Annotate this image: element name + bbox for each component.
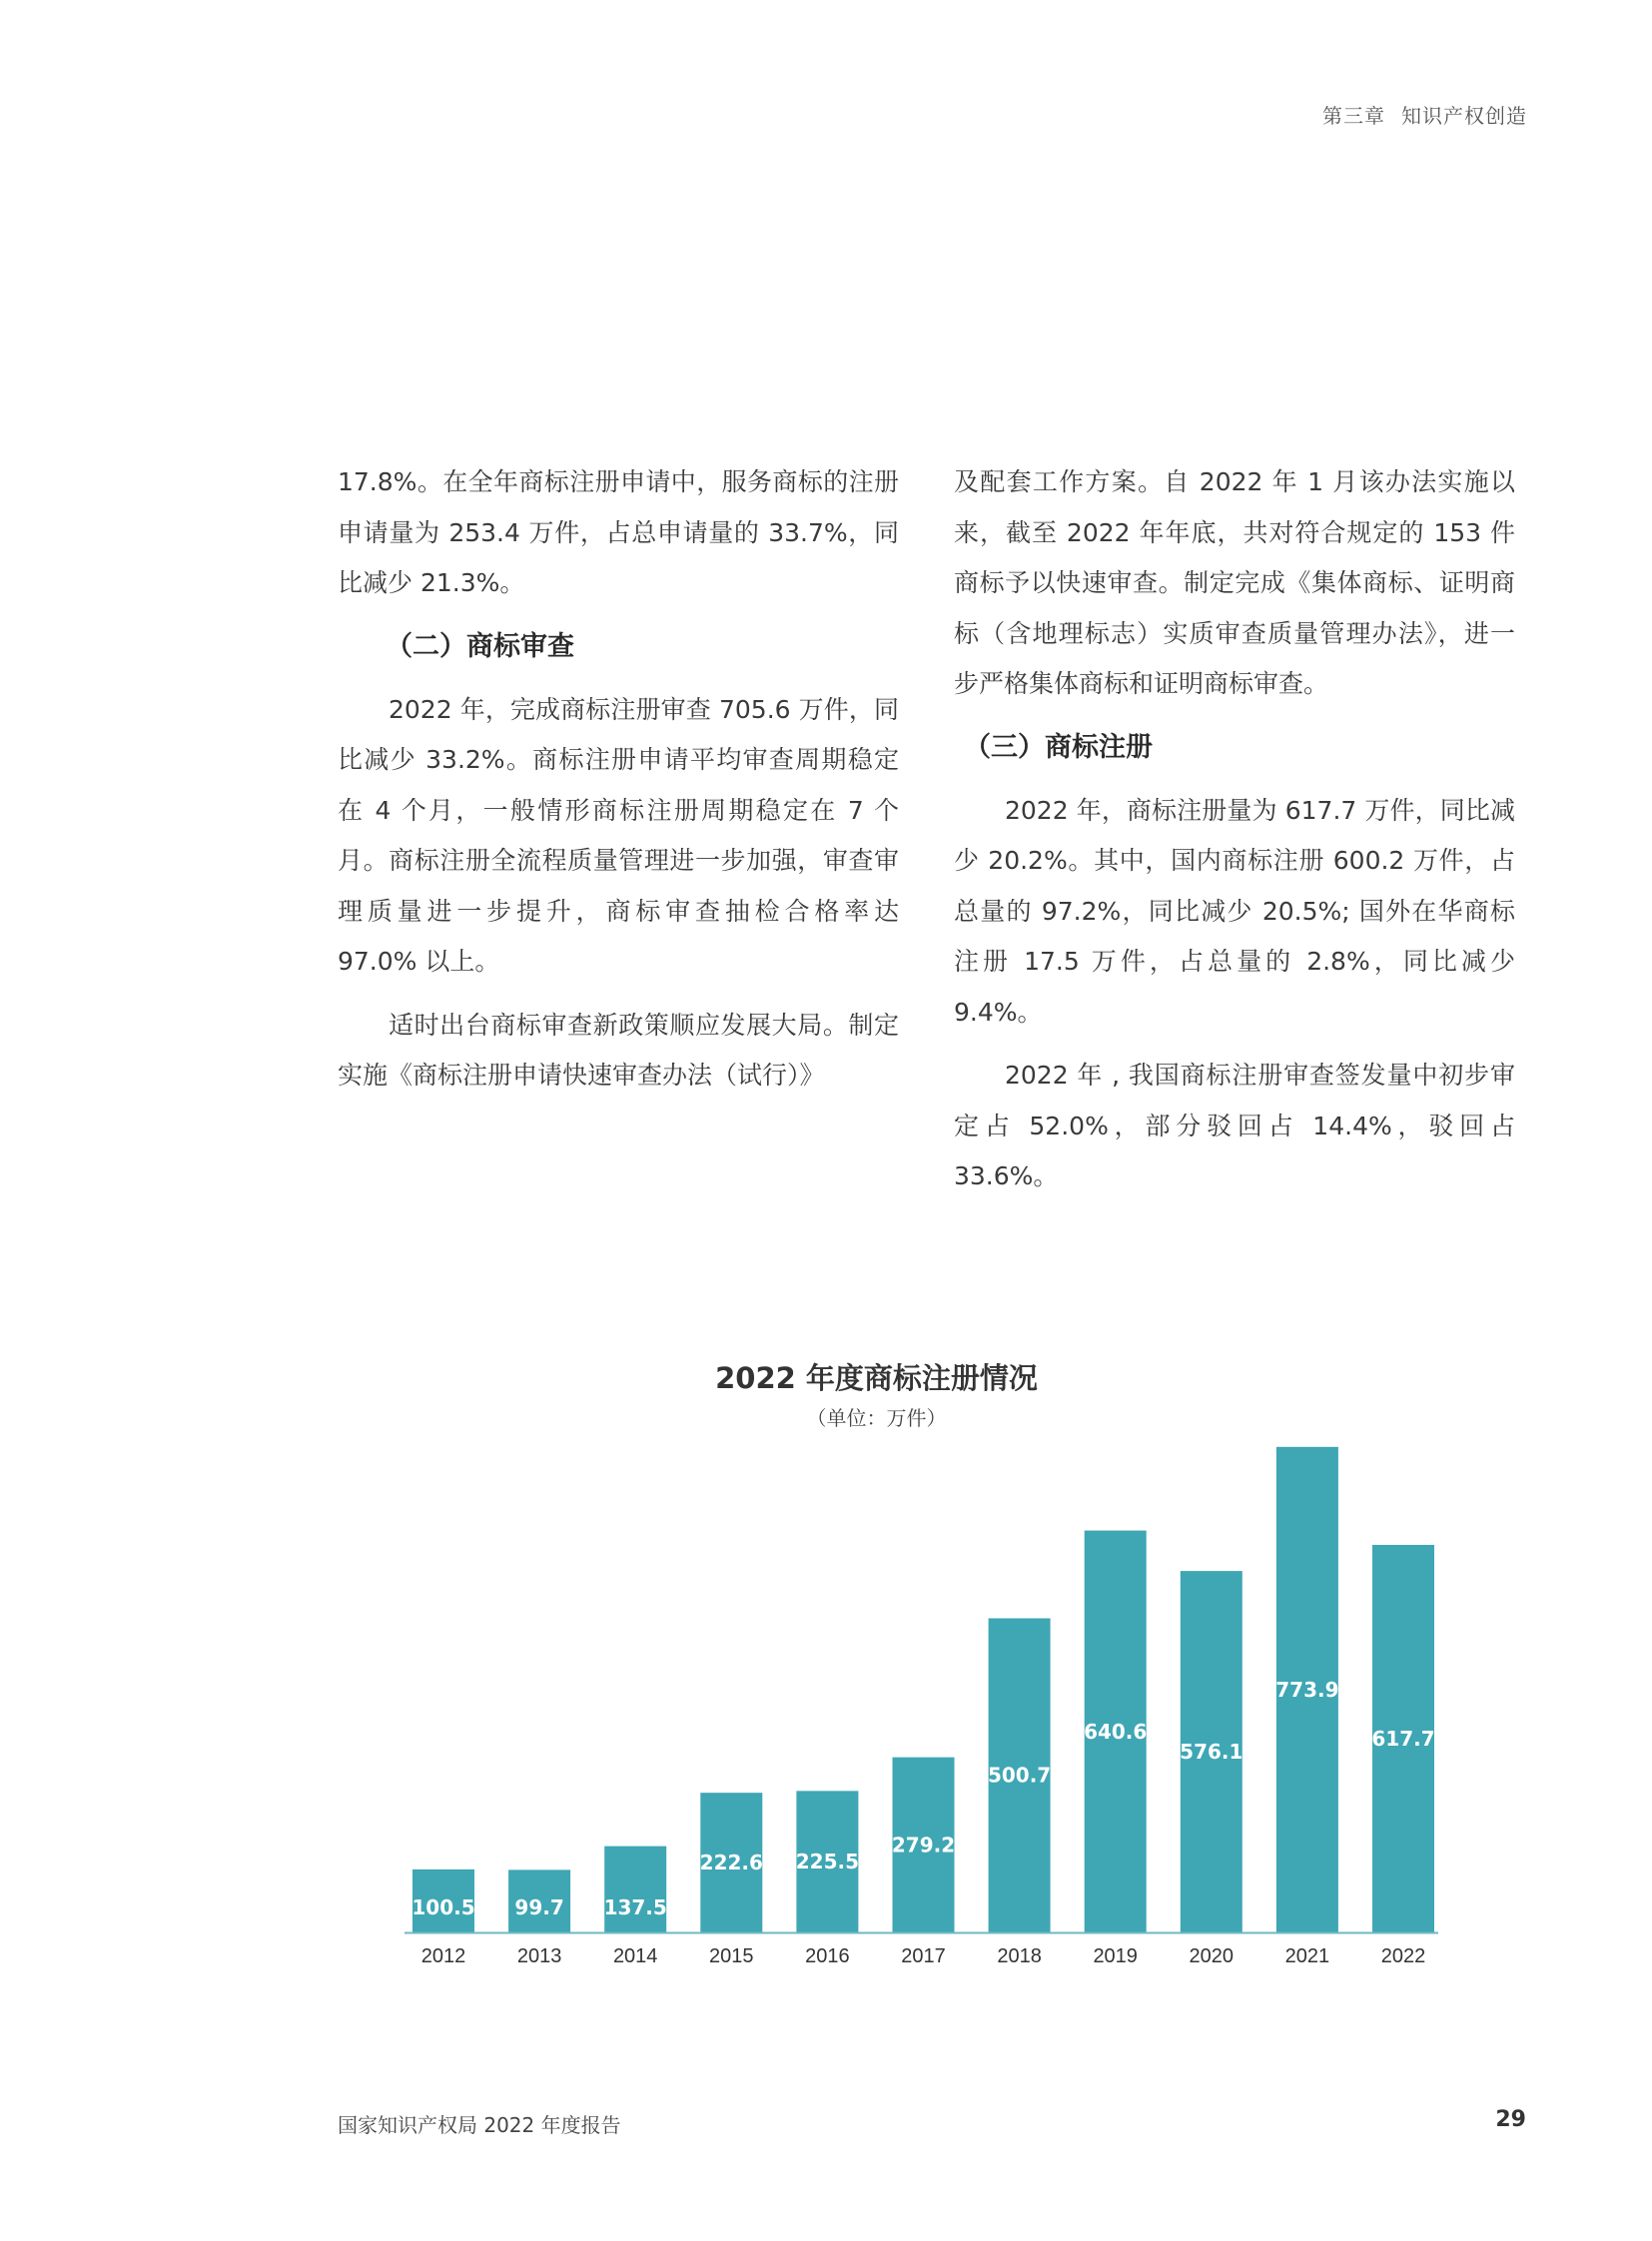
bar-value-label: 225.5	[795, 1850, 860, 1874]
right-column	[954, 457, 1515, 1215]
section-heading-trademark-registration: （三）商标注册	[964, 731, 1153, 763]
bar-value-label: 100.5	[412, 1895, 475, 1919]
x-tick-label: 2012	[420, 1945, 466, 1967]
bar-value-label: 773.9	[1275, 1677, 1339, 1702]
chart-unit-subtitle: （单位：万件）	[806, 1406, 947, 1430]
paragraph: 适时出台商标审查新政策顺应发展大局。制定实施《商标注册申请快速审查办法（试行）》	[338, 1010, 899, 1090]
bar-value-label: 279.2	[891, 1833, 956, 1858]
paragraph: 2022 年 , 我国商标注册审查签发量中初步审定占 52.0%，部分驳回占 14.4%，驳回占 33.6%。	[954, 1061, 1515, 1190]
left-column	[338, 457, 899, 1115]
section-label: 知识产权创造	[1401, 104, 1527, 128]
x-tick-label: 2019	[1093, 1945, 1138, 1967]
bar-value-label: 222.6	[699, 1851, 763, 1875]
footer-report-title: 国家知识产权局 2022 年度报告	[338, 2113, 621, 2137]
x-tick-label: 2022	[1380, 1945, 1426, 1967]
bar-2014	[604, 1847, 666, 1932]
x-tick-label: 2020	[1189, 1945, 1235, 1967]
x-tick-label: 2021	[1284, 1945, 1330, 1967]
bar-value-label: 576.1	[1180, 1740, 1243, 1765]
bar-value-label: 500.7	[987, 1763, 1052, 1788]
bar-value-label: 137.5	[603, 1895, 667, 1919]
page-number: 29	[1495, 2107, 1526, 2132]
registration-bar-chart	[405, 1338, 1463, 2037]
chapter-label: 第三章	[1322, 104, 1385, 128]
x-tick-label: 2016	[805, 1945, 850, 1967]
chart-plot	[405, 1338, 1463, 2037]
paragraph: 及配套工作方案。自 2022 年 1 月该办法实施以来，截至 2022 年年底，共对符合规定的 153 件商标予以快速审查。制定完成《集体商标、证明商标（含地理标志）实质审查质量管理办法》，进一步严格集体商标和证明商标审查。	[954, 467, 1515, 698]
x-tick-label: 2018	[997, 1945, 1042, 1967]
paragraph: 2022 年，完成商标注册审查 705.6 万件，同比减少 33.2%。商标注册申请平均审查周期稳定在 4 个月，一般情形商标注册周期稳定在 7 个月。商标注册全流程质量管理进一步加强，审查审理质量进一步提升，商标审查抽检合格率达 97.0% 以上。	[338, 694, 899, 976]
paragraph: 17.8%。在全年商标注册申请中，服务商标的注册申请量为 253.4 万件，占总申请量的 33.7%，同比减少 21.3%。	[338, 467, 899, 597]
bar-value-label: 640.6	[1084, 1719, 1148, 1744]
bar-value-label: 99.7	[514, 1895, 564, 1919]
paragraph: 2022 年，商标注册量为 617.7 万件，同比减少 20.2%。其中，国内商标注册 600.2 万件，占总量的 97.2%，同比减少 20.5%; 国外在华商标注册 17.5 万件，占总量的 2.8%，同比减少 9.4%。	[954, 795, 1515, 1027]
x-tick-label: 2015	[709, 1945, 754, 1967]
x-tick-label: 2017	[901, 1945, 946, 1967]
bar-value-label: 617.7	[1371, 1726, 1435, 1751]
x-tick-label: 2013	[516, 1945, 562, 1967]
x-tick-label: 2014	[612, 1945, 658, 1967]
section-heading-trademark-examination: （二）商标审查	[386, 630, 574, 662]
chart-title: 2022 年度商标注册情况	[715, 1361, 1038, 1395]
running-header	[1322, 100, 1527, 129]
